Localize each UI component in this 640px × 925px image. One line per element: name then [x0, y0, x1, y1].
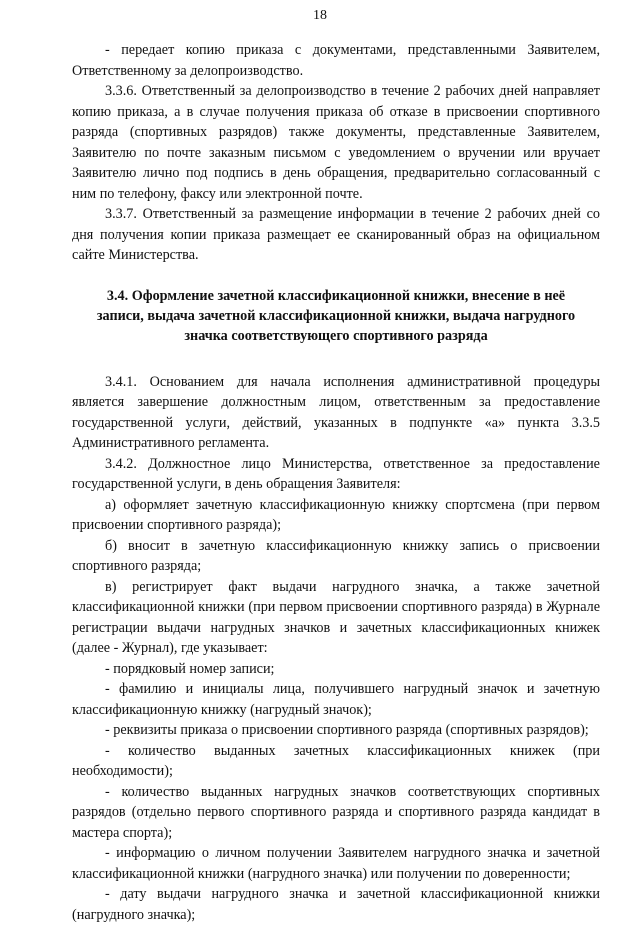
list-item: б) вносит в зачетную классификационную книжку запись о присвоении спортивного разряда;: [72, 537, 600, 574]
list-item: - реквизиты приказа о присвоении спортивного разряда (спортивных разрядов);: [105, 722, 589, 738]
list-item: - количество выданных зачетных классификационных книжек (при необходимости);: [72, 742, 600, 779]
list-item: - дату выдачи нагрудного значка и зачетной классификационной книжки (нагрудного значка);: [72, 886, 600, 923]
section-heading: 3.4. Оформление зачетной классификационной книжки, внесение в неё записи, выдача зачетной классификационной книжки, выдача нагрудного значка соответствующего спортивного разряда: [96, 287, 576, 344]
list-item: - фамилию и инициалы лица, получившего нагрудный значок и зачетную классификационную книжку (нагрудный значок);: [72, 681, 600, 718]
list-item: а) оформляет зачетную классификационную книжку спортсмена (при первом присвоении спортивного разряда);: [72, 496, 600, 533]
paragraph: 3.4.2. Должностное лицо Министерства, ответственное за предоставление государственной услуги, в день обращения Заявителя:: [72, 455, 600, 492]
paragraph: 3.4.1. Основанием для начала исполнения административной процедуры является завершение должностным лицом, ответственным за предоставление государственной услуги, действий, указанных в подпункте «а» пункта 3.3.5 Административного регламента.: [72, 373, 600, 451]
list-item: - количество выданных нагрудных значков соответствующих спортивных разрядов (отдельно первого спортивного разряда и спортивного разряда кандидат в мастера спорта);: [72, 783, 600, 841]
paragraph: - передает копию приказа с документами, представленными Заявителем, Ответственному за делопроизводство.: [72, 42, 600, 79]
page-number: 18: [313, 8, 327, 23]
paragraph: 3.3.7. Ответственный за размещение информации в течение 2 рабочих дней со дня получения копии приказа размещает ее сканированный образ на официальном сайте Министерства.: [72, 206, 600, 263]
document-body: [72, 40, 600, 925]
paragraph: 3.3.6. Ответственный за делопроизводство в течение 2 рабочих дней направляет копию приказа, а в случае получения приказа об отказе в присвоении спортивного разряда (спортивных разрядов) также документы, представленные Заявителем, Заявителю по почте заказным письмом с уведомлением о вручении или вручает Заявителю лично под подпись в день обращения, предварительно согласованный с ним по телефону, факсу или электронной почте.: [72, 83, 600, 202]
list-item: в) регистрирует факт выдачи нагрудного значка, а также зачетной классификационной книжки (при первом присвоении спортивного разряда) в Журнале регистрации выдачи нагрудных значков и зачетных классификационных книжек (далее - Журнал), где указывает:: [72, 578, 600, 656]
list-item: - порядковый номер записи;: [105, 660, 275, 677]
list-item: - информацию о личном получении Заявителем нагрудного значка и зачетной классификационной книжки (нагрудного значка) или получении по доверенности;: [72, 845, 600, 882]
